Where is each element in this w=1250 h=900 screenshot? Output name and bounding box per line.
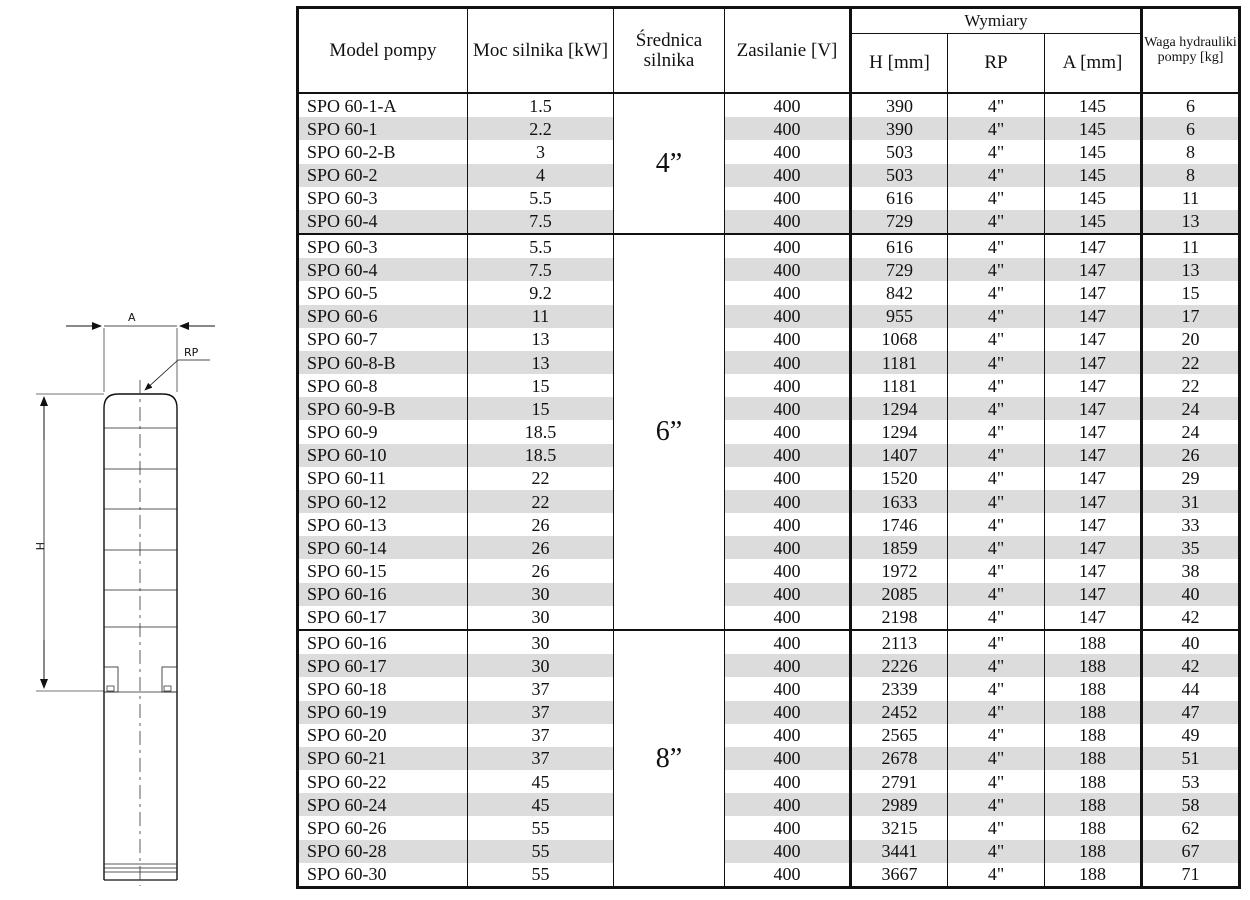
table-row <box>298 328 1240 351</box>
header-h: H [mm] <box>851 34 948 94</box>
cell-model: SPO 60-16 <box>298 583 468 606</box>
cell-model: SPO 60-1 <box>298 117 468 140</box>
cell-voltage: 400 <box>725 863 851 888</box>
cell-motor-diameter: 4” <box>614 93 725 234</box>
cell-a: 147 <box>1045 305 1142 328</box>
cell-h: 2989 <box>851 793 948 816</box>
cell-a: 147 <box>1045 420 1142 443</box>
table-row <box>298 559 1240 582</box>
cell-power: 45 <box>468 770 614 793</box>
cell-weight: 26 <box>1142 444 1240 467</box>
table-row <box>298 630 1240 654</box>
cell-voltage: 400 <box>725 117 851 140</box>
cell-rp: 4" <box>948 351 1045 374</box>
cell-weight: 58 <box>1142 793 1240 816</box>
label-a: A <box>128 311 136 324</box>
cell-h: 1407 <box>851 444 948 467</box>
cell-power: 13 <box>468 351 614 374</box>
cell-voltage: 400 <box>725 305 851 328</box>
cell-power: 26 <box>468 559 614 582</box>
table-row <box>298 863 1240 888</box>
cell-weight: 67 <box>1142 840 1240 863</box>
cell-a: 188 <box>1045 816 1142 839</box>
table-row <box>298 701 1240 724</box>
pump-body <box>104 394 177 880</box>
cell-h: 2452 <box>851 701 948 724</box>
cell-rp: 4" <box>948 117 1045 140</box>
cell-h: 1068 <box>851 328 948 351</box>
cell-a: 145 <box>1045 93 1142 117</box>
cell-rp: 4" <box>948 444 1045 467</box>
cell-rp: 4" <box>948 654 1045 677</box>
rp-leader <box>145 360 178 390</box>
cell-a: 147 <box>1045 559 1142 582</box>
cell-voltage: 400 <box>725 606 851 630</box>
cell-rp: 4" <box>948 164 1045 187</box>
table-row <box>298 840 1240 863</box>
cell-a: 147 <box>1045 281 1142 304</box>
cell-voltage: 400 <box>725 701 851 724</box>
cell-voltage: 400 <box>725 93 851 117</box>
cell-h: 503 <box>851 164 948 187</box>
cell-weight: 15 <box>1142 281 1240 304</box>
cell-h: 1972 <box>851 559 948 582</box>
header-rp: RP <box>948 34 1045 94</box>
cell-model: SPO 60-4 <box>298 210 468 234</box>
pump-dimension-drawing <box>0 0 290 900</box>
header-dimensions: Wymiary <box>851 8 1142 34</box>
cell-weight: 13 <box>1142 258 1240 281</box>
cell-voltage: 400 <box>725 140 851 163</box>
cell-h: 1181 <box>851 351 948 374</box>
table-row <box>298 351 1240 374</box>
cell-rp: 4" <box>948 258 1045 281</box>
cell-weight: 51 <box>1142 747 1240 770</box>
cell-model: SPO 60-26 <box>298 816 468 839</box>
cell-weight: 44 <box>1142 677 1240 700</box>
cell-power: 1.5 <box>468 93 614 117</box>
cell-motor-diameter: 8” <box>614 630 725 887</box>
cell-weight: 22 <box>1142 374 1240 397</box>
cell-power: 55 <box>468 816 614 839</box>
cell-rp: 4" <box>948 630 1045 654</box>
cell-model: SPO 60-3 <box>298 234 468 258</box>
cell-a: 188 <box>1045 863 1142 888</box>
cell-h: 1294 <box>851 420 948 443</box>
cell-h: 2226 <box>851 654 948 677</box>
cell-h: 2198 <box>851 606 948 630</box>
cell-a: 188 <box>1045 840 1142 863</box>
cell-power: 13 <box>468 328 614 351</box>
cell-voltage: 400 <box>725 444 851 467</box>
header-power: Moc silnika [kW] <box>468 8 614 94</box>
cell-rp: 4" <box>948 701 1045 724</box>
cell-a: 188 <box>1045 677 1142 700</box>
cell-power: 55 <box>468 863 614 888</box>
cell-weight: 11 <box>1142 187 1240 210</box>
cell-weight: 11 <box>1142 234 1240 258</box>
cell-rp: 4" <box>948 863 1045 888</box>
cell-power: 30 <box>468 630 614 654</box>
cell-weight: 38 <box>1142 559 1240 582</box>
cell-rp: 4" <box>948 747 1045 770</box>
cell-model: SPO 60-13 <box>298 513 468 536</box>
cell-a: 145 <box>1045 164 1142 187</box>
cell-power: 37 <box>468 677 614 700</box>
cell-voltage: 400 <box>725 210 851 234</box>
cell-model: SPO 60-17 <box>298 606 468 630</box>
table-row <box>298 747 1240 770</box>
cell-power: 22 <box>468 490 614 513</box>
cell-power: 15 <box>468 397 614 420</box>
table-row <box>298 93 1240 117</box>
cell-model: SPO 60-24 <box>298 793 468 816</box>
cell-voltage: 400 <box>725 234 851 258</box>
cell-rp: 4" <box>948 140 1045 163</box>
pump-spec-table <box>296 6 1241 889</box>
cell-power: 30 <box>468 583 614 606</box>
cell-voltage: 400 <box>725 654 851 677</box>
cell-power: 4 <box>468 164 614 187</box>
cell-h: 2565 <box>851 724 948 747</box>
cell-power: 26 <box>468 536 614 559</box>
cell-weight: 6 <box>1142 93 1240 117</box>
cell-voltage: 400 <box>725 397 851 420</box>
cell-h: 3667 <box>851 863 948 888</box>
cell-model: SPO 60-9 <box>298 420 468 443</box>
cell-weight: 47 <box>1142 701 1240 724</box>
table-row <box>298 677 1240 700</box>
header-model: Model pompy <box>298 8 468 94</box>
cell-voltage: 400 <box>725 467 851 490</box>
cell-weight: 49 <box>1142 724 1240 747</box>
cell-model: SPO 60-17 <box>298 654 468 677</box>
cell-rp: 4" <box>948 793 1045 816</box>
cell-h: 1181 <box>851 374 948 397</box>
cell-model: SPO 60-9-B <box>298 397 468 420</box>
cell-model: SPO 60-14 <box>298 536 468 559</box>
cell-weight: 13 <box>1142 210 1240 234</box>
cell-a: 188 <box>1045 724 1142 747</box>
table-row <box>298 420 1240 443</box>
cell-model: SPO 60-3 <box>298 187 468 210</box>
table-row <box>298 258 1240 281</box>
cell-a: 145 <box>1045 210 1142 234</box>
cell-model: SPO 60-20 <box>298 724 468 747</box>
cell-h: 1294 <box>851 397 948 420</box>
cell-a: 145 <box>1045 187 1142 210</box>
cell-h: 729 <box>851 210 948 234</box>
cell-model: SPO 60-4 <box>298 258 468 281</box>
cell-a: 147 <box>1045 583 1142 606</box>
cell-h: 503 <box>851 140 948 163</box>
table-row <box>298 444 1240 467</box>
cell-h: 616 <box>851 234 948 258</box>
cell-power: 37 <box>468 747 614 770</box>
cell-weight: 6 <box>1142 117 1240 140</box>
cell-h: 955 <box>851 305 948 328</box>
cell-motor-diameter: 6” <box>614 234 725 630</box>
cell-rp: 4" <box>948 490 1045 513</box>
pump-drawing-svg <box>0 0 290 900</box>
cell-h: 2678 <box>851 747 948 770</box>
cell-h: 2791 <box>851 770 948 793</box>
cell-h: 3215 <box>851 816 948 839</box>
cell-power: 7.5 <box>468 210 614 234</box>
cell-weight: 8 <box>1142 164 1240 187</box>
table-row <box>298 536 1240 559</box>
cell-h: 1746 <box>851 513 948 536</box>
cell-model: SPO 60-21 <box>298 747 468 770</box>
cell-power: 5.5 <box>468 187 614 210</box>
cell-weight: 22 <box>1142 351 1240 374</box>
cell-a: 147 <box>1045 536 1142 559</box>
table-row <box>298 305 1240 328</box>
cell-model: SPO 60-5 <box>298 281 468 304</box>
cell-rp: 4" <box>948 677 1045 700</box>
cell-rp: 4" <box>948 374 1045 397</box>
header-weight: Waga hydrauliki pompy [kg] <box>1142 8 1240 94</box>
cell-rp: 4" <box>948 328 1045 351</box>
table-row <box>298 397 1240 420</box>
cell-h: 2085 <box>851 583 948 606</box>
cell-power: 37 <box>468 701 614 724</box>
cell-rp: 4" <box>948 724 1045 747</box>
cell-h: 3441 <box>851 840 948 863</box>
table-row <box>298 770 1240 793</box>
cell-power: 26 <box>468 513 614 536</box>
cell-rp: 4" <box>948 536 1045 559</box>
table-row <box>298 187 1240 210</box>
cell-a: 147 <box>1045 467 1142 490</box>
cell-rp: 4" <box>948 513 1045 536</box>
label-h: H <box>33 542 46 551</box>
cell-a: 147 <box>1045 490 1142 513</box>
cell-a: 188 <box>1045 701 1142 724</box>
cell-weight: 42 <box>1142 606 1240 630</box>
cell-rp: 4" <box>948 606 1045 630</box>
cell-weight: 40 <box>1142 630 1240 654</box>
cell-weight: 42 <box>1142 654 1240 677</box>
cell-voltage: 400 <box>725 490 851 513</box>
cell-rp: 4" <box>948 281 1045 304</box>
cell-voltage: 400 <box>725 677 851 700</box>
cell-a: 147 <box>1045 351 1142 374</box>
cell-model: SPO 60-19 <box>298 701 468 724</box>
cell-model: SPO 60-11 <box>298 467 468 490</box>
cell-model: SPO 60-22 <box>298 770 468 793</box>
cell-weight: 29 <box>1142 467 1240 490</box>
cell-model: SPO 60-18 <box>298 677 468 700</box>
cell-a: 147 <box>1045 513 1142 536</box>
cell-power: 5.5 <box>468 234 614 258</box>
cell-rp: 4" <box>948 93 1045 117</box>
cell-power: 18.5 <box>468 420 614 443</box>
cell-rp: 4" <box>948 187 1045 210</box>
cell-h: 390 <box>851 93 948 117</box>
cell-model: SPO 60-15 <box>298 559 468 582</box>
cell-power: 7.5 <box>468 258 614 281</box>
cell-a: 188 <box>1045 770 1142 793</box>
cell-voltage: 400 <box>725 374 851 397</box>
cell-weight: 17 <box>1142 305 1240 328</box>
table-row <box>298 281 1240 304</box>
cell-model: SPO 60-28 <box>298 840 468 863</box>
cell-model: SPO 60-30 <box>298 863 468 888</box>
cell-power: 37 <box>468 724 614 747</box>
cell-power: 9.2 <box>468 281 614 304</box>
table-row <box>298 210 1240 234</box>
cell-voltage: 400 <box>725 840 851 863</box>
table-row <box>298 583 1240 606</box>
cell-model: SPO 60-7 <box>298 328 468 351</box>
cell-rp: 4" <box>948 234 1045 258</box>
table-row <box>298 816 1240 839</box>
table-row <box>298 140 1240 163</box>
cell-rp: 4" <box>948 305 1045 328</box>
cell-voltage: 400 <box>725 630 851 654</box>
cell-model: SPO 60-12 <box>298 490 468 513</box>
cell-rp: 4" <box>948 770 1045 793</box>
cell-weight: 40 <box>1142 583 1240 606</box>
cell-voltage: 400 <box>725 258 851 281</box>
cell-a: 145 <box>1045 140 1142 163</box>
cell-model: SPO 60-10 <box>298 444 468 467</box>
cell-model: SPO 60-2-B <box>298 140 468 163</box>
cell-h: 390 <box>851 117 948 140</box>
cell-h: 729 <box>851 258 948 281</box>
cell-voltage: 400 <box>725 793 851 816</box>
cell-h: 2113 <box>851 630 948 654</box>
cell-power: 3 <box>468 140 614 163</box>
table-row <box>298 117 1240 140</box>
cell-rp: 4" <box>948 559 1045 582</box>
cell-weight: 24 <box>1142 397 1240 420</box>
cell-a: 147 <box>1045 258 1142 281</box>
cell-weight: 53 <box>1142 770 1240 793</box>
cell-power: 55 <box>468 840 614 863</box>
cell-weight: 33 <box>1142 513 1240 536</box>
cell-voltage: 400 <box>725 164 851 187</box>
table-row <box>298 374 1240 397</box>
cell-power: 22 <box>468 467 614 490</box>
table-row <box>298 793 1240 816</box>
cell-h: 842 <box>851 281 948 304</box>
cell-h: 1859 <box>851 536 948 559</box>
cell-weight: 20 <box>1142 328 1240 351</box>
cell-rp: 4" <box>948 583 1045 606</box>
cell-model: SPO 60-1-A <box>298 93 468 117</box>
cell-h: 2339 <box>851 677 948 700</box>
cell-weight: 71 <box>1142 863 1240 888</box>
cell-a: 147 <box>1045 444 1142 467</box>
cell-model: SPO 60-8-B <box>298 351 468 374</box>
cell-voltage: 400 <box>725 816 851 839</box>
cell-a: 188 <box>1045 654 1142 677</box>
cell-rp: 4" <box>948 840 1045 863</box>
cell-a: 147 <box>1045 234 1142 258</box>
header-voltage: Zasilanie [V] <box>725 8 851 94</box>
cell-rp: 4" <box>948 816 1045 839</box>
cell-a: 188 <box>1045 630 1142 654</box>
cell-power: 15 <box>468 374 614 397</box>
cell-model: SPO 60-2 <box>298 164 468 187</box>
cell-a: 147 <box>1045 328 1142 351</box>
table-row <box>298 724 1240 747</box>
cell-power: 18.5 <box>468 444 614 467</box>
cell-power: 45 <box>468 793 614 816</box>
label-rp: RP <box>184 346 199 359</box>
cell-h: 1633 <box>851 490 948 513</box>
cell-voltage: 400 <box>725 747 851 770</box>
table-row <box>298 606 1240 630</box>
cell-voltage: 400 <box>725 351 851 374</box>
cell-weight: 31 <box>1142 490 1240 513</box>
table-row <box>298 164 1240 187</box>
table-row <box>298 234 1240 258</box>
cell-weight: 8 <box>1142 140 1240 163</box>
cell-voltage: 400 <box>725 281 851 304</box>
cell-voltage: 400 <box>725 583 851 606</box>
table-row <box>298 467 1240 490</box>
cell-voltage: 400 <box>725 513 851 536</box>
cell-voltage: 400 <box>725 420 851 443</box>
cell-h: 1520 <box>851 467 948 490</box>
cell-voltage: 400 <box>725 536 851 559</box>
cell-power: 30 <box>468 606 614 630</box>
cell-weight: 24 <box>1142 420 1240 443</box>
table-row <box>298 490 1240 513</box>
cell-a: 188 <box>1045 793 1142 816</box>
cell-a: 147 <box>1045 374 1142 397</box>
cell-voltage: 400 <box>725 559 851 582</box>
cell-rp: 4" <box>948 420 1045 443</box>
cell-a: 188 <box>1045 747 1142 770</box>
cell-weight: 62 <box>1142 816 1240 839</box>
cell-a: 145 <box>1045 117 1142 140</box>
cell-a: 147 <box>1045 397 1142 420</box>
cell-model: SPO 60-6 <box>298 305 468 328</box>
cell-voltage: 400 <box>725 187 851 210</box>
table-row <box>298 513 1240 536</box>
cell-rp: 4" <box>948 210 1045 234</box>
cell-voltage: 400 <box>725 724 851 747</box>
cell-rp: 4" <box>948 467 1045 490</box>
cell-a: 147 <box>1045 606 1142 630</box>
header-diameter: Średnica silnika <box>614 8 725 94</box>
cell-rp: 4" <box>948 397 1045 420</box>
table-body <box>298 93 1240 888</box>
cell-model: SPO 60-8 <box>298 374 468 397</box>
cell-model: SPO 60-16 <box>298 630 468 654</box>
cell-voltage: 400 <box>725 770 851 793</box>
cell-h: 616 <box>851 187 948 210</box>
cell-voltage: 400 <box>725 328 851 351</box>
cell-power: 11 <box>468 305 614 328</box>
table-row <box>298 654 1240 677</box>
cell-power: 2.2 <box>468 117 614 140</box>
cell-weight: 35 <box>1142 536 1240 559</box>
cell-power: 30 <box>468 654 614 677</box>
header-a: A [mm] <box>1045 34 1142 94</box>
